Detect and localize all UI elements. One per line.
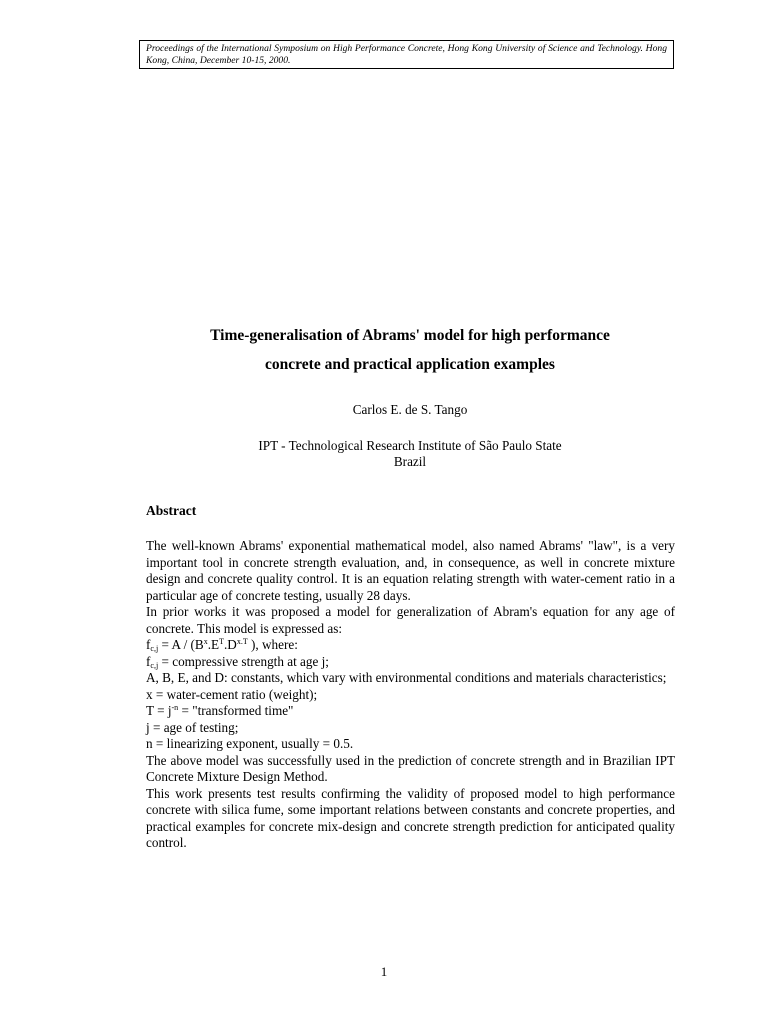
definition-T: $T = j^{-n}$ = "transformed time"	[146, 703, 294, 718]
strength-equation: $f_{c,j} = A / (B^x.E^T.D^{x.T}$ ), where:	[146, 637, 298, 653]
definition-constants: A, B, E, and D: constants, which vary with environmental conditions and materials characteristics;	[146, 670, 667, 685]
abstract-paragraph-1: The well-known Abrams' exponential mathematical model, also named Abrams' "law", is a very important tool in concrete strength evaluation, and, in consequence, as well in concrete mixture design and concrete quality control. It is an equation relating strength with water-cement ratio in a particular age of concrete testing, usually 28 days.	[146, 538, 675, 603]
definition-fcj: $f_{c,j}$ = compressive strength at age j;	[146, 653, 329, 670]
affiliation-country: Brazil	[393, 454, 427, 469]
definition-n: n = linearizing exponent, usually = 0.5.	[146, 736, 354, 751]
author-name: Carlos E. de S. Tango	[352, 402, 468, 417]
affiliation-institute: IPT - Technological Research Institute of São Paulo State	[258, 438, 562, 453]
abstract-heading: Abstract	[146, 503, 197, 518]
paper-title-line-1: Time-generalisation of Abrams' model for high performance	[210, 327, 610, 344]
proceedings-header	[139, 40, 674, 69]
paper-title-line-2: concrete and practical application examples	[265, 356, 555, 373]
page-number: 1	[380, 964, 388, 979]
definition-x: x = water-cement ratio (weight);	[146, 686, 318, 702]
abstract-paragraph-3: The above model was successfully used in the prediction of concrete strength and in Brazilian IPT Concrete Mixture Design Method.	[146, 752, 675, 784]
abstract-paragraph-2: In prior works it was proposed a model for generalization of Abram's equation for any age of concrete. This model is expressed as:	[146, 604, 675, 636]
abstract-body	[146, 538, 675, 852]
proceedings-text: Proceedings of the International Symposium on High Performance Concrete, Hong Kong University of Science and Technology. Hong Kong, China, December 10-15, 2000.	[146, 43, 667, 66]
definition-j: j = age of testing;	[146, 719, 239, 735]
abstract-paragraph-4: This work presents test results confirming the validity of proposed model to high performance concrete with silica fume, some important relations between constants and concrete properties, and practical examples for concrete mix-design and concrete strength prediction for anticipated quality control.	[146, 785, 675, 850]
